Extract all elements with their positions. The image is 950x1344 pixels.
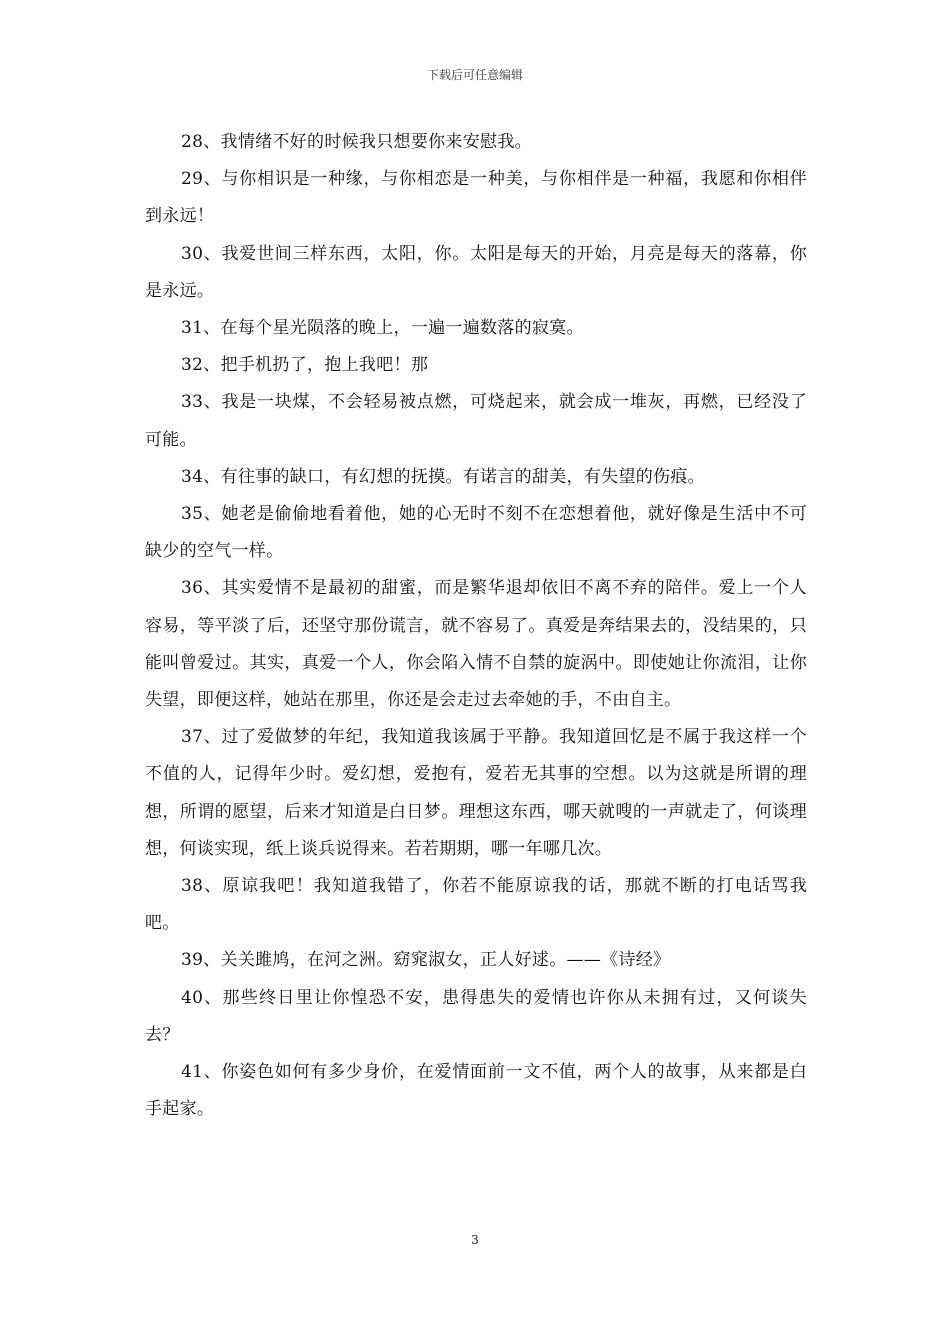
paragraph-31: 31、在每个星光陨落的晚上，一遍一遍数落的寂寞。	[181, 318, 584, 339]
paragraph-34: 34、有往事的缺口，有幻想的抚摸。有诺言的甜美，有失望的伤痕。	[181, 466, 705, 487]
page-header: 下载后可任意编辑	[426, 68, 523, 82]
paragraph-32: 32、把手机扔了，抱上我吧！那	[181, 355, 429, 376]
paragraph-30: 30、我爱世间三样东西，太阳，你。太阳是每天的开始，月亮是每天的落幕，你是永远。	[145, 243, 807, 301]
paragraph-36: 36、其实爱情不是最初的甜蜜，而是繁华退却依旧不离不弃的陪伴。爱上一个人容易，等平淡了后，还坚守那份谎言，就不容易了。真爱是奔结果去的，没结果的，只能叫曾爱过。其实，真爱一个人，你会陷入情不自禁的旋涡中。即使她让你流泪，让你失望，即便这样，她站在那里，你还是会走过去牵她的手，不由自主。	[145, 578, 807, 711]
paragraph-41: 41、你姿色如何有多少身价，在爱情面前一文不值，两个人的故事，从来都是白手起家。	[145, 1062, 807, 1120]
paragraph-33: 33、我是一块煤，不会轻易被点燃，可烧起来，就会成一堆灰，再燃，已经没了可能。	[145, 392, 807, 450]
page-number: 3	[471, 1233, 479, 1247]
document-body	[145, 124, 807, 1128]
paragraph-39: 39、关关雎鸠，在河之洲。窈窕淑女，正人好逑。——《诗经》	[181, 950, 671, 971]
paragraph-28: 28、我情绪不好的时候我只想要你来安慰我。	[181, 132, 532, 152]
paragraph-37: 37、过了爱做梦的年纪，我知道我该属于平静。我知道回忆是不属于我这样一个不值的人，记得年少时。爱幻想，爱抱有，爱若无其事的空想。以为这就是所谓的理想，所谓的愿望，后来才知道是白日梦。理想这东西，哪天就嗖的一声就走了，何谈理想，何谈实现，纸上谈兵说得来。若若期期，哪一年哪几次。	[145, 727, 807, 859]
paragraph-35: 35、她老是偷偷地看着他，她的心无时不刻不在恋想着他，就好像是生活中不可缺少的空气一样。	[145, 504, 807, 562]
paragraph-38: 38、原谅我吧！我知道我错了，你若不能原谅我的话，那就不断的打电话骂我吧。	[145, 876, 807, 934]
paragraph-29: 29、与你相识是一种缘，与你相恋是一种美，与你相伴是一种福，我愿和你相伴到永远！	[145, 169, 807, 227]
paragraph-40: 40、那些终日里让你惶恐不安，患得患失的爱情也许你从未拥有过，又何谈失去？	[145, 987, 807, 1045]
